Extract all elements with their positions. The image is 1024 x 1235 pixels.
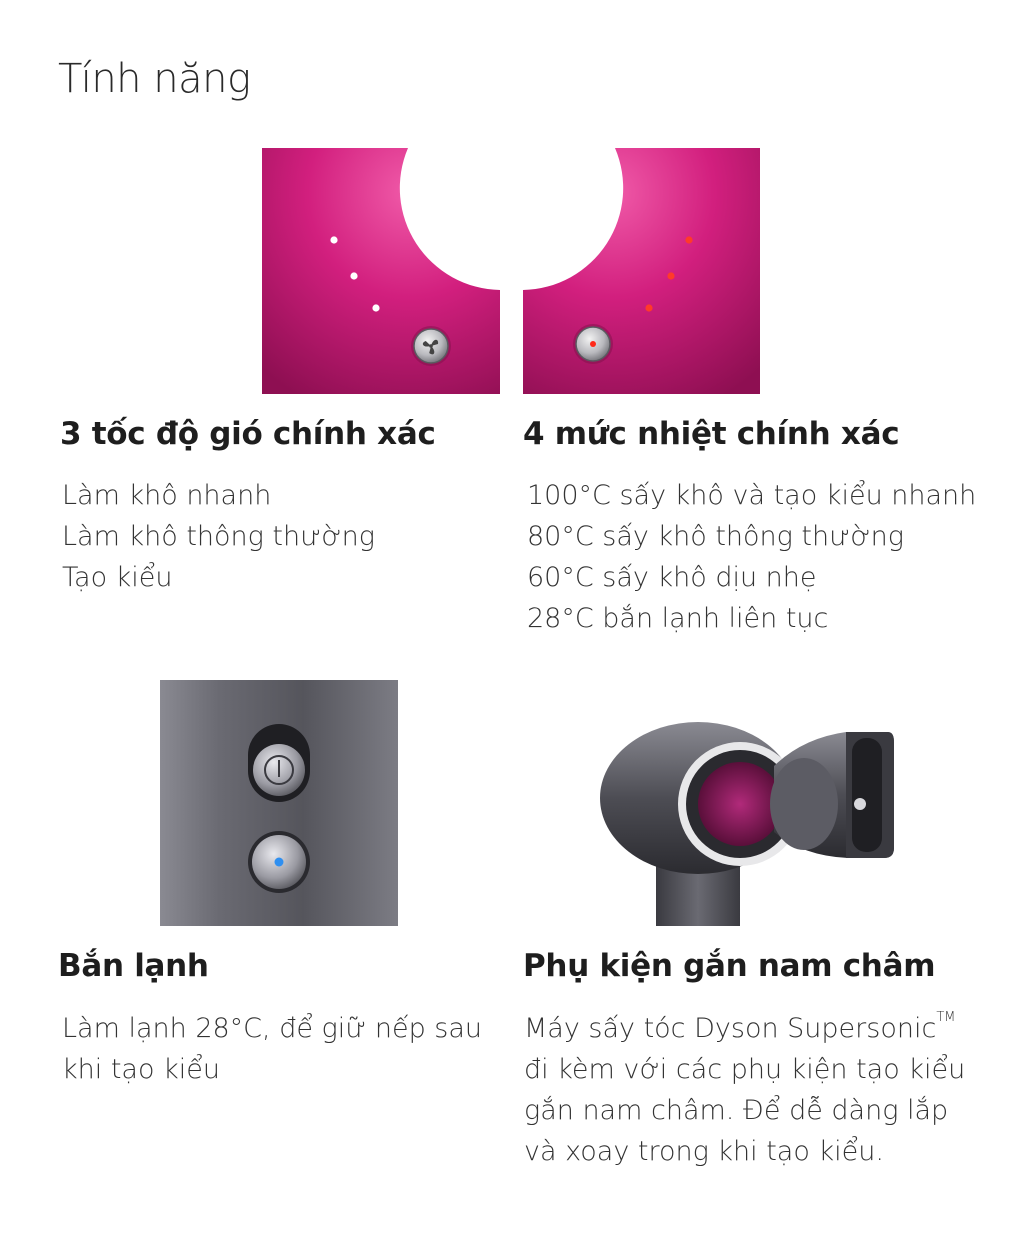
heat-icon bbox=[573, 324, 613, 364]
desc-line: gắn nam châm. Để dễ dàng lắp bbox=[524, 1095, 949, 1126]
heat-settings-image bbox=[523, 148, 760, 394]
trademark-mark: TM bbox=[936, 1010, 956, 1025]
list-item: 100°C sấy khô và tạo kiểu nhanh bbox=[527, 480, 977, 511]
list-item: Tạo kiểu bbox=[62, 562, 173, 593]
list-item: 80°C sấy khô thông thường bbox=[527, 521, 904, 552]
cold-shot-image bbox=[160, 680, 398, 926]
list-item: 28°C bắn lạnh liên tục bbox=[527, 603, 829, 634]
power-icon bbox=[253, 744, 305, 796]
feature-title-speed: 3 tốc độ gió chính xác bbox=[60, 416, 436, 452]
page-title: Tính năng bbox=[58, 56, 251, 102]
desc-line: và xoay trong khi tạo kiểu. bbox=[524, 1136, 884, 1167]
desc-line: khi tạo kiểu bbox=[62, 1054, 220, 1085]
cold-shot-button-icon bbox=[252, 835, 306, 889]
desc-line: Làm lạnh 28°C, để giữ nếp sau bbox=[62, 1013, 483, 1044]
desc-line: đi kèm với các phụ kiện tạo kiểu bbox=[524, 1054, 966, 1085]
feature-title-cold-shot: Bắn lạnh bbox=[58, 948, 209, 984]
cold-shot-description bbox=[62, 1008, 482, 1090]
heat-list bbox=[527, 475, 976, 639]
attachments-description bbox=[524, 1008, 965, 1172]
feature-title-attachments: Phụ kiện gắn nam châm bbox=[523, 948, 936, 984]
list-item: Làm khô thông thường bbox=[62, 521, 375, 552]
feature-title-heat: 4 mức nhiệt chính xác bbox=[523, 416, 900, 452]
speed-settings-image bbox=[262, 148, 502, 394]
speed-list bbox=[62, 475, 375, 598]
attachment-image bbox=[598, 708, 894, 926]
fan-icon bbox=[411, 326, 451, 366]
list-item: Làm khô nhanh bbox=[62, 480, 272, 511]
list-item: 60°C sấy khô dịu nhẹ bbox=[527, 562, 817, 593]
desc-line: Máy sấy tóc Dyson Supersonic bbox=[524, 1013, 937, 1044]
